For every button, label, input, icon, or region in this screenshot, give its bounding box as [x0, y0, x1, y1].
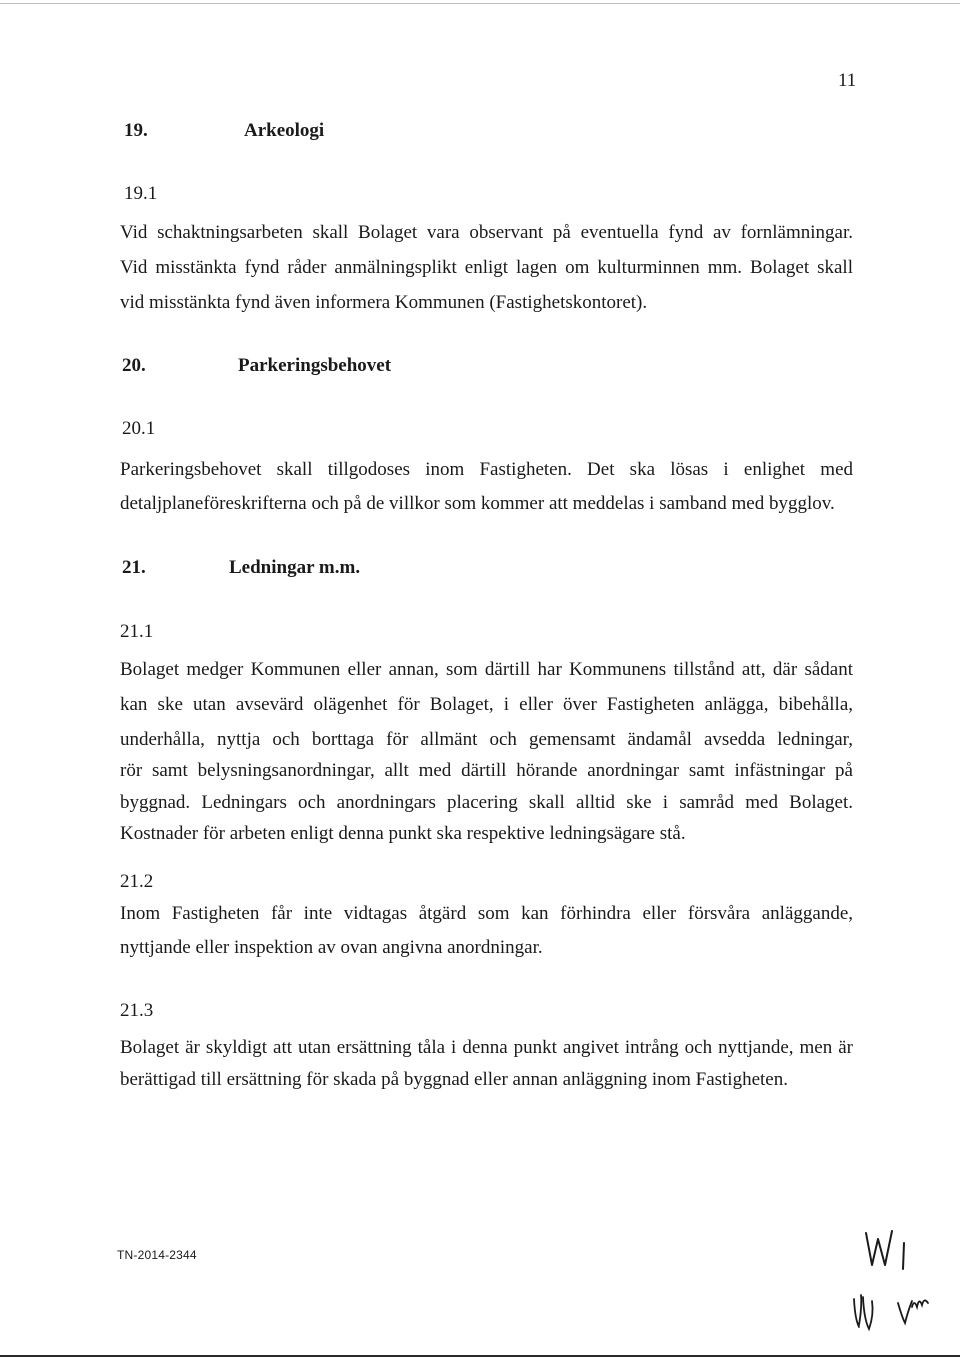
paragraph-line: byggnad. Ledningars och anordningars placering skall alltid ske i samråd med Bolaget. — [120, 792, 853, 813]
page-number: 11 — [838, 70, 857, 91]
section-number: 21. — [122, 557, 146, 578]
clause-number-21-3: 21.3 — [120, 1000, 154, 1021]
paragraph-line: berättigad till ersättning för skada på byggnad eller annan anläggning inom Fastigheten. — [120, 1069, 788, 1090]
paragraph-line: Bolaget är skyldigt att utan ersättning tåla i denna punkt angivet intrång och nyttjande, men är — [120, 1037, 853, 1058]
section-title: Parkeringsbehovet — [238, 355, 392, 376]
paragraph-line: underhålla, nyttja och borttaga för allmänt och gemensamt ändamål avsedda ledningar, — [120, 729, 853, 750]
clause-number-21-2: 21.2 — [120, 871, 154, 892]
handwritten-initials-vm — [850, 1285, 935, 1335]
section-number: 19. — [124, 120, 148, 141]
paragraph-line: kan ske utan avsevärd olägenhet för Bolaget, i eller över Fastigheten anlägga, bibehålla, — [120, 694, 853, 715]
paragraph-line: Vid misstänkta fynd råder anmälningsplikt enligt lagen om kulturminnen mm. Bolaget skall — [120, 257, 853, 278]
handwritten-initials-wi — [860, 1225, 920, 1275]
paragraph-line: Bolaget medger Kommunen eller annan, som därtill har Kommunens tillstånd att, där sådant — [120, 659, 853, 680]
scan-bottom-edge — [0, 1355, 960, 1357]
paragraph-line: detaljplaneföreskrifterna och på de villkor som kommer att meddelas i samband med bygglov. — [120, 493, 835, 514]
paragraph-line: Inom Fastigheten får inte vidtagas åtgärd som kan förhindra eller försvåra anläggande, — [120, 903, 853, 924]
section-title: Ledningar m.m. — [229, 557, 361, 578]
document-id: TN-2014-2344 — [117, 1248, 197, 1262]
paragraph-line: rör samt belysningsanordningar, allt med därtill hörande anordningar samt infästningar på — [120, 760, 853, 781]
clause-number-21-1: 21.1 — [120, 621, 154, 642]
clause-number-20-1: 20.1 — [122, 418, 156, 439]
section-title: Arkeologi — [244, 120, 325, 141]
clause-number-19-1: 19.1 — [124, 183, 158, 204]
section-number: 20. — [122, 355, 146, 376]
paragraph-line: Parkeringsbehovet skall tillgodoses inom Fastigheten. Det ska lösas i enlighet med — [120, 459, 853, 480]
paragraph-line: Vid schaktningsarbeten skall Bolaget vara observant på eventuella fynd av fornlämningar. — [120, 222, 853, 243]
scan-top-edge — [0, 3, 960, 4]
paragraph-line: nyttjande eller inspektion av ovan angivna anordningar. — [120, 937, 543, 958]
paragraph-line: Kostnader för arbeten enligt denna punkt ska respektive ledningsägare stå. — [120, 823, 686, 844]
paragraph-line: vid misstänkta fynd även informera Kommunen (Fastighetskontoret). — [120, 292, 648, 313]
